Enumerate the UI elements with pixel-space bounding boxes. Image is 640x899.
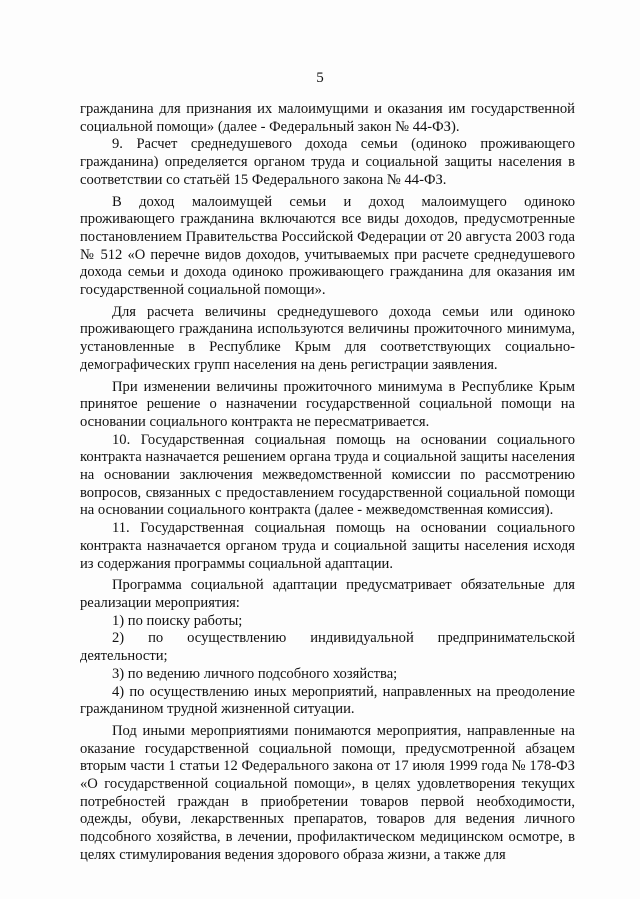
- paragraph-income-types: В доход малоимущей семьи и доход малоимущего одиноко проживающего гражданина включаются все виды доходов, предусмотренные постановлением Правительства Российской Федерации от 20 августа 2003 года № 512 «О перечне видов доходов, учитываемых при расчете среднедушевого дохода семьи и дохода одиноко проживающего гражданина для оказания им государственной социальной помощи».: [80, 193, 575, 299]
- page-number: 5: [316, 70, 324, 86]
- list-item-2: 2) по осуществлению индивидуальной предпринимательской деятельности;: [80, 630, 575, 665]
- paragraph-minimum-change: При изменении величины прожиточного минимума в Республике Крым принятое решение о назначении государственной социальной помощи на основании социального контракта не пересматривается.: [80, 378, 575, 430]
- paragraph-adaptation-program: Программа социальной адаптации предусматривает обязательные для реализации мероприятия:: [80, 577, 575, 611]
- paragraph-item-10: 10. Государственная социальная помощь на основании социального контракта назначается решением органа труда и социальной защиты населения на основании заключения межведомственной комиссии по рассмотрению вопросов, связанных с предоставлением государственной социальной помощи на основании социального контракта (далее - межведомственная комиссия).: [80, 431, 575, 519]
- list-item-1: 1) по поиску работы;: [112, 612, 243, 629]
- paragraph-continuation: гражданина для признания их малоимущими и оказания им государственной социальной помощи» (далее - Федеральный закон № 44-ФЗ).: [80, 101, 575, 135]
- document-body: [80, 101, 575, 865]
- paragraph-item-9: 9. Расчет среднедушевого дохода семьи (одиноко проживающего гражданина) определяется органом труда и социальной защиты населения в соответствии со статьёй 15 Федерального закона № 44-ФЗ.: [80, 136, 575, 188]
- paragraph-other-measures: Под иными мероприятиями понимаются мероприятия, направленные на оказание государственной социальной помощи, предусмотренной абзацем вторым части 1 статьи 12 Федерального закона от 17 июля 1999 года № 178-ФЗ «О государственной социальной помощи», в целях удовлетворения текущих потребностей граждан в приобретении товаров первой необходимости, одежды, обуви, лекарственных препаратов, товаров для ведения личного подсобного хозяйства, в лечении, профилактическом медицинском осмотре, в целях стимулирования ведения здорового образа жизни, а также для: [80, 722, 575, 863]
- paragraph-subsistence-minimum: Для расчета величины среднедушевого дохода семьи или одиноко проживающего гражданина используются величины прожиточного минимума, установленные в Республике Крым для соответствующих социально-демографических групп населения на день регистрации заявления.: [80, 303, 575, 373]
- list-item-4: 4) по осуществлению иных мероприятий, направленных на преодоление гражданином трудной жизненной ситуации.: [80, 683, 575, 718]
- paragraph-item-11: 11. Государственная социальная помощь на основании социального контракта назначается органом труда и социальной защиты населения исходя из содержания программы социальной адаптации.: [80, 520, 575, 572]
- list-item-3: 3) по ведению личного подсобного хозяйства;: [112, 665, 398, 682]
